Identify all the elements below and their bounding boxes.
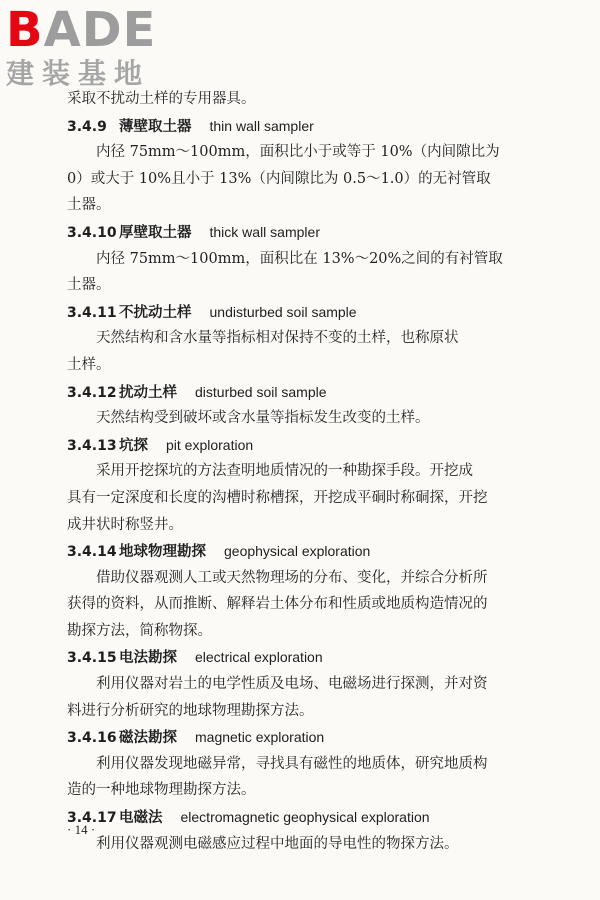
definition-line: 利用仪器观测电磁感应过程中地面的导电性的物探方法。 xyxy=(96,835,459,852)
term-chinese: 厚壁取土器 xyxy=(119,223,192,241)
term-number: 3.4.16 xyxy=(67,730,117,747)
intro-line: 采取不扰动土样的专用器具。 xyxy=(67,91,256,107)
term-heading xyxy=(67,804,547,831)
term-heading xyxy=(67,379,547,406)
definition-line: 料进行分析研究的地球物理勘探方法。 xyxy=(67,702,314,719)
term-chinese: 磁法勘探 xyxy=(119,729,177,747)
definition-line: 内径 75mm～100mm，面积比小于或等于 10%（内间隙比为 xyxy=(96,144,500,161)
term-chinese: 地球物理勘探 xyxy=(119,543,206,561)
watermark-logo xyxy=(6,4,178,96)
logo-subtitle: 建装基地 xyxy=(6,57,151,90)
term-english: thick wall sampler xyxy=(209,223,320,240)
document-body xyxy=(67,86,547,857)
definition-line: 土样。 xyxy=(67,356,111,373)
definition-line: 天然结构和含水量等指标相对保持不变的土样，也称原状 xyxy=(96,330,459,347)
term-number: 3.4.9 xyxy=(67,118,107,135)
term-number: 3.4.17 xyxy=(67,810,117,827)
term-number: 3.4.10 xyxy=(67,224,117,241)
term-entries xyxy=(67,113,547,858)
term-chinese: 扰动土样 xyxy=(119,383,177,401)
term-english: undisturbed soil sample xyxy=(209,303,357,320)
term-number: 3.4.12 xyxy=(67,384,117,401)
definition-line: 天然结构受到破坏或含水量等指标发生改变的土样。 xyxy=(96,410,430,427)
definition-line: 借助仪器观测人工或天然物理场的分布、变化，并综合分析所 xyxy=(96,569,488,586)
term-chinese: 电磁法 xyxy=(119,809,163,827)
term-chinese: 坑探 xyxy=(119,436,148,454)
definition-line: 具有一定深度和长度的沟槽时称槽探，开挖成平硐时称硐探，开挖 xyxy=(67,489,488,506)
term-number: 3.4.14 xyxy=(67,544,117,561)
term-chinese: 电法勘探 xyxy=(119,649,177,667)
term-number: 3.4.13 xyxy=(67,437,117,454)
definition-line: 土器。 xyxy=(67,277,111,294)
term-chinese: 不扰动土样 xyxy=(119,303,192,321)
term-english: electrical exploration xyxy=(195,649,323,666)
term-heading xyxy=(67,299,547,326)
definition-line: 获得的资料，从而推断、解释岩土体分布和性质或地质构造情况的 xyxy=(67,596,488,613)
term-heading xyxy=(67,113,547,140)
definition-line: 利用仪器发现地磁异常，寻找具有磁性的地质体，研究地质构 xyxy=(96,755,488,772)
term-chinese: 薄壁取土器 xyxy=(119,117,192,135)
term-english: electromagnetic geophysical exploration xyxy=(180,809,430,826)
definition-line: 采用开挖探坑的方法查明地质情况的一种勘探手段。开挖成 xyxy=(96,463,473,480)
term-english: pit exploration xyxy=(166,436,254,453)
term-heading xyxy=(67,724,547,751)
term-english: disturbed soil sample xyxy=(195,383,327,400)
term-heading xyxy=(67,219,547,246)
term-number: 3.4.11 xyxy=(67,304,117,321)
definition-line: 成井状时称竖井。 xyxy=(67,516,183,533)
definition-line: 造的一种地球物理勘探方法。 xyxy=(67,782,256,799)
definition-line: 0）或大于 10%且小于 13%（内间隙比为 0.5～1.0）的无衬管取 xyxy=(67,170,491,187)
term-english: magnetic exploration xyxy=(195,729,325,746)
term-english: geophysical exploration xyxy=(224,543,371,560)
definition-line: 利用仪器对岩土的电学性质及电场、电磁场进行探测，并对资 xyxy=(96,676,488,693)
definition-line: 土器。 xyxy=(67,197,111,214)
term-heading xyxy=(67,432,547,459)
term-number: 3.4.15 xyxy=(67,650,117,667)
page-number: · 14 · xyxy=(67,822,96,837)
definition-line: 勘探方法，简称物探。 xyxy=(67,622,212,639)
definition-line: 内径 75mm～100mm，面积比在 13%～20%之间的有衬管取 xyxy=(96,250,503,267)
term-english: thin wall sampler xyxy=(209,117,314,134)
term-heading xyxy=(67,644,547,671)
logo-brand: BADE xyxy=(6,2,157,58)
term-heading xyxy=(67,538,547,565)
